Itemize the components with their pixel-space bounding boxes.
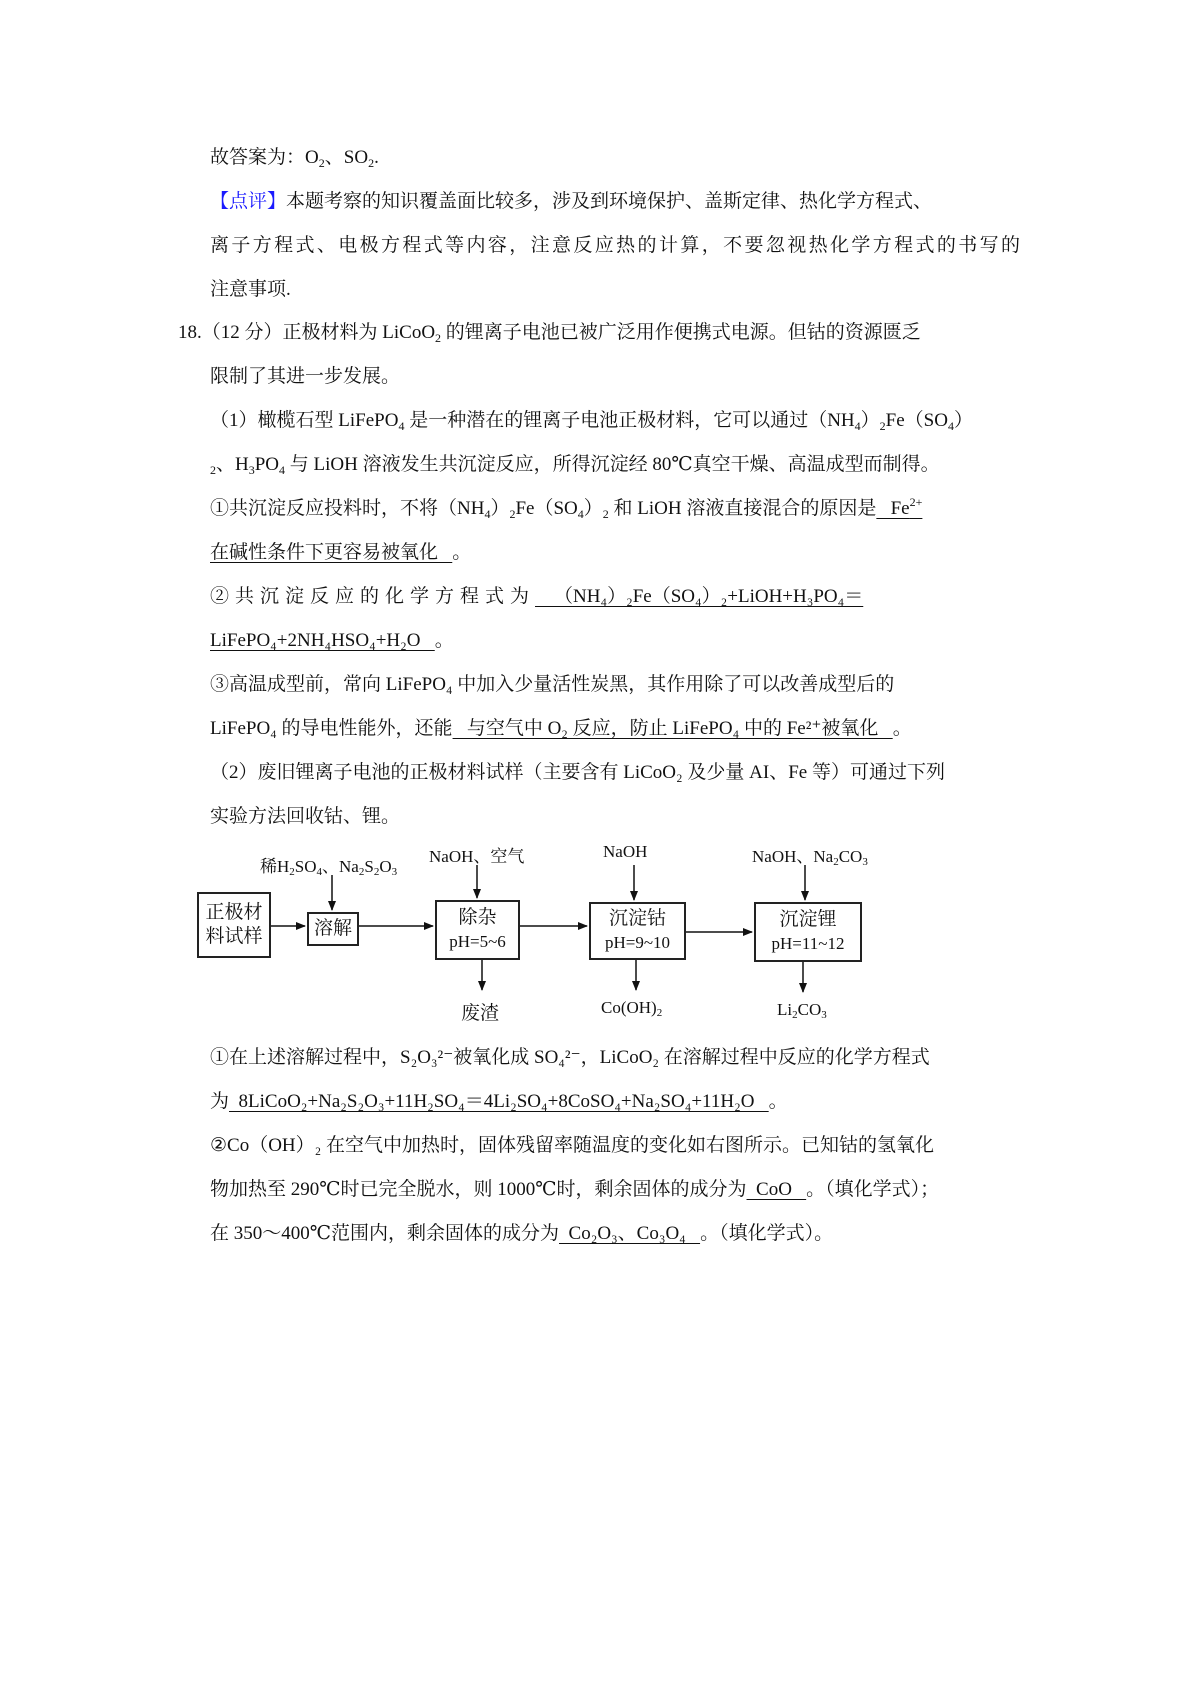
previous-answer <box>210 143 1020 173</box>
box-label: 正极材 <box>205 902 263 923</box>
box-label: 沉淀钴 <box>608 908 666 929</box>
text: 与 LiOH 溶液发生共沉淀反应，所得沉淀经 80℃真空干燥、高温成型而制得。 <box>285 454 940 475</box>
subscript: 2 <box>318 156 325 170</box>
subscript: 3 <box>821 1009 827 1021</box>
subscript: 4 <box>279 463 286 477</box>
text: 为 <box>210 1091 230 1112</box>
part2-q1-line-2 <box>210 1087 1020 1117</box>
part1-q3-line-2 <box>210 714 1020 744</box>
intro-text: 的锂离子电池已被广泛用作便携式电源。但钴的资源匮乏 <box>441 322 921 343</box>
part1-line-2 <box>210 450 1020 480</box>
lithium-reagent <box>752 842 868 867</box>
subscript: 4 <box>316 866 323 878</box>
part2-line-1: （2）废旧锂离子电池的正极材料试样（主要含有 LiCoO₂ 及少量 AI、Fe 等）可通过下列 <box>210 762 945 783</box>
text: 、H <box>216 454 249 475</box>
text: ） <box>583 498 603 519</box>
answer-blank: CoO <box>746 1179 807 1200</box>
superscript: 2+ <box>909 495 923 509</box>
text: 。 <box>452 542 472 563</box>
text: 。 <box>434 630 454 651</box>
text: Fe（SO <box>885 410 948 431</box>
subscript: 4 <box>484 507 491 521</box>
text: 是一种潜在的锂离子电池正极材料，它可以通过（NH <box>404 410 855 431</box>
text: （1）橄榄石型 LiFePO <box>210 410 399 431</box>
answer-blank: 8LiCoO₂+Na₂S₂O₃+11H₂SO₄＝4Li₂SO₄+8CoSO₄+Na₂SO₄+11H₂O <box>229 1091 769 1112</box>
part1-q2-line-2 <box>210 626 1020 656</box>
answer-text: Fe <box>876 498 910 519</box>
answer-o2: O <box>305 147 319 168</box>
answer-blank: Co₂O₃、Co₃O₄ <box>559 1223 701 1244</box>
box-label: 除杂 <box>458 907 497 928</box>
subscript: 2 <box>435 331 442 345</box>
question-18-intro <box>178 318 1020 348</box>
cobalt-product <box>601 998 662 1018</box>
text: ①共沉淀反应投料时，不将（NH <box>210 498 485 519</box>
text: 。（填化学式）； <box>806 1179 940 1200</box>
text: Li <box>777 1000 793 1019</box>
question-number: 18. <box>178 322 202 343</box>
subscript: 2 <box>373 866 380 878</box>
text: 、Na <box>322 857 359 876</box>
cobalt-reagent: NaOH <box>603 842 648 861</box>
part2-q2-line-3 <box>210 1219 1020 1249</box>
purify-box <box>435 900 520 960</box>
text: 。（填化学式）。 <box>700 1223 834 1244</box>
part1-line-1 <box>210 406 1020 436</box>
text: LiFePO₄ 的导电性能外，还能 <box>210 718 453 739</box>
box-label: 料试样 <box>205 926 263 947</box>
subscript: 3 <box>862 856 868 868</box>
answer-blank: 在碱性条件下更容易被氧化 <box>210 542 453 563</box>
recovery-flowchart <box>205 840 965 1060</box>
part1-q1-line-1 <box>210 494 1020 524</box>
text: 。 <box>892 718 912 739</box>
answer-blank: 与空气中 O₂ 反应，防止 LiFePO₄ 中的 Fe²⁺被氧化 <box>452 718 893 739</box>
lithium-precipitation-box <box>754 902 862 962</box>
text: 稀H <box>260 857 290 876</box>
part1-q3-line-1: ③高温成型前，常向 LiFePO₄ 中加入少量活性炭黑，其作用除了可以改善成型后的 <box>210 674 895 695</box>
purify-product: 废渣 <box>461 1003 500 1024</box>
part2-line-2: 实验方法回收钴、锂。 <box>210 806 401 827</box>
text: S <box>364 857 374 876</box>
dissolve-box <box>307 912 359 946</box>
ph-label: pH=9~10 <box>604 933 671 952</box>
cobalt-precipitation-box <box>589 902 686 960</box>
part2-q1-line-1: ①在上述溶解过程中，S₂O₃²⁻被氧化成 SO₄²⁻，LiCoO₂ 在溶解过程中反应的化学方程式 <box>210 1047 930 1068</box>
subscript: 4 <box>854 419 861 433</box>
text: 在 350～400℃范围内，剩余固体的成分为 <box>210 1223 560 1244</box>
subscript: 2 <box>368 156 375 170</box>
subscript: 4 <box>947 419 954 433</box>
subscript: 2 <box>656 1007 663 1019</box>
question-18-intro-line-2: 限制了其进一步发展。 <box>210 366 401 387</box>
answer-blank: LiFePO₄+2NH₄HSO₄+H₂O <box>210 630 435 651</box>
subscript: 3 <box>391 866 398 878</box>
part2-q2-line-2 <box>210 1175 1020 1205</box>
comment-text: 本题考察的知识覆盖面比较多，涉及到环境保护、盖斯定律、热化学方程式、 <box>286 191 933 212</box>
start-sample-box <box>197 892 271 958</box>
answer-so2: SO <box>343 147 369 168</box>
part1-q1-line-2 <box>210 538 1020 568</box>
text: Co(OH) <box>601 998 657 1017</box>
text: 。 <box>768 1091 788 1112</box>
comment-line-2: 离子方程式、电极方程式等内容，注意反应热的计算，不要忽视热化学方程式的书写的 <box>210 235 1020 256</box>
subscript: 3 <box>248 463 255 477</box>
comment-line-1 <box>210 187 1020 217</box>
text: Fe（SO <box>515 498 578 519</box>
text: CO <box>797 1000 822 1019</box>
subscript: 2 <box>509 507 516 521</box>
part2-q2-line-1: ②Co（OH）₂ 在空气中加热时，固体残留率随温度的变化如右图所示。已知钴的氢氧化 <box>210 1135 935 1156</box>
text: ） <box>953 410 973 431</box>
subscript: 2 <box>358 866 365 878</box>
subscript: 2 <box>879 419 886 433</box>
text: O <box>379 857 392 876</box>
ph-label: pH=11~12 <box>771 934 845 953</box>
answer-blank: （NH₄）₂Fe（SO₄）₂+LiOH+H₃PO₄＝ <box>535 586 864 607</box>
part1-q2-line-1 <box>210 582 1020 612</box>
purify-reagent: NaOH、空气 <box>429 847 525 866</box>
intro-text: 正极材料为 LiCoO <box>282 322 436 343</box>
text: ） <box>860 410 880 431</box>
box-label: 沉淀锂 <box>779 909 837 930</box>
answer-prefix: 故答案为： <box>210 147 306 168</box>
comment-line-3: 注意事项. <box>210 279 291 300</box>
subscript: 2 <box>210 463 216 477</box>
text: ②共沉淀反应的化学方程式为 <box>210 586 536 607</box>
text: SO <box>294 857 317 876</box>
subscript: 4 <box>577 507 584 521</box>
text: 物加热至 290℃时已完全脱水，则 1000℃时，剩余固体的成分为 <box>210 1179 747 1200</box>
subscript: 2 <box>602 507 609 521</box>
text: CO <box>838 847 863 866</box>
subscript: 2 <box>833 856 839 868</box>
text: 和 LiOH 溶液直接混合的原因是 <box>608 498 877 519</box>
comment-tag: 【点评】 <box>210 191 287 212</box>
box-label: 溶解 <box>313 918 352 939</box>
ph-label: pH=5~6 <box>449 932 506 951</box>
lithium-product <box>777 1000 827 1020</box>
answer-blank <box>876 495 923 519</box>
question-score: （12 分） <box>201 322 283 343</box>
period: . <box>374 147 379 168</box>
text: PO <box>254 454 280 475</box>
separator: 、 <box>324 147 344 168</box>
dissolve-reagent <box>260 852 397 877</box>
text: NaOH、Na <box>752 847 834 866</box>
subscript: 2 <box>792 1009 798 1021</box>
subscript: 2 <box>289 866 295 878</box>
text: ） <box>490 498 510 519</box>
subscript: 4 <box>398 419 405 433</box>
